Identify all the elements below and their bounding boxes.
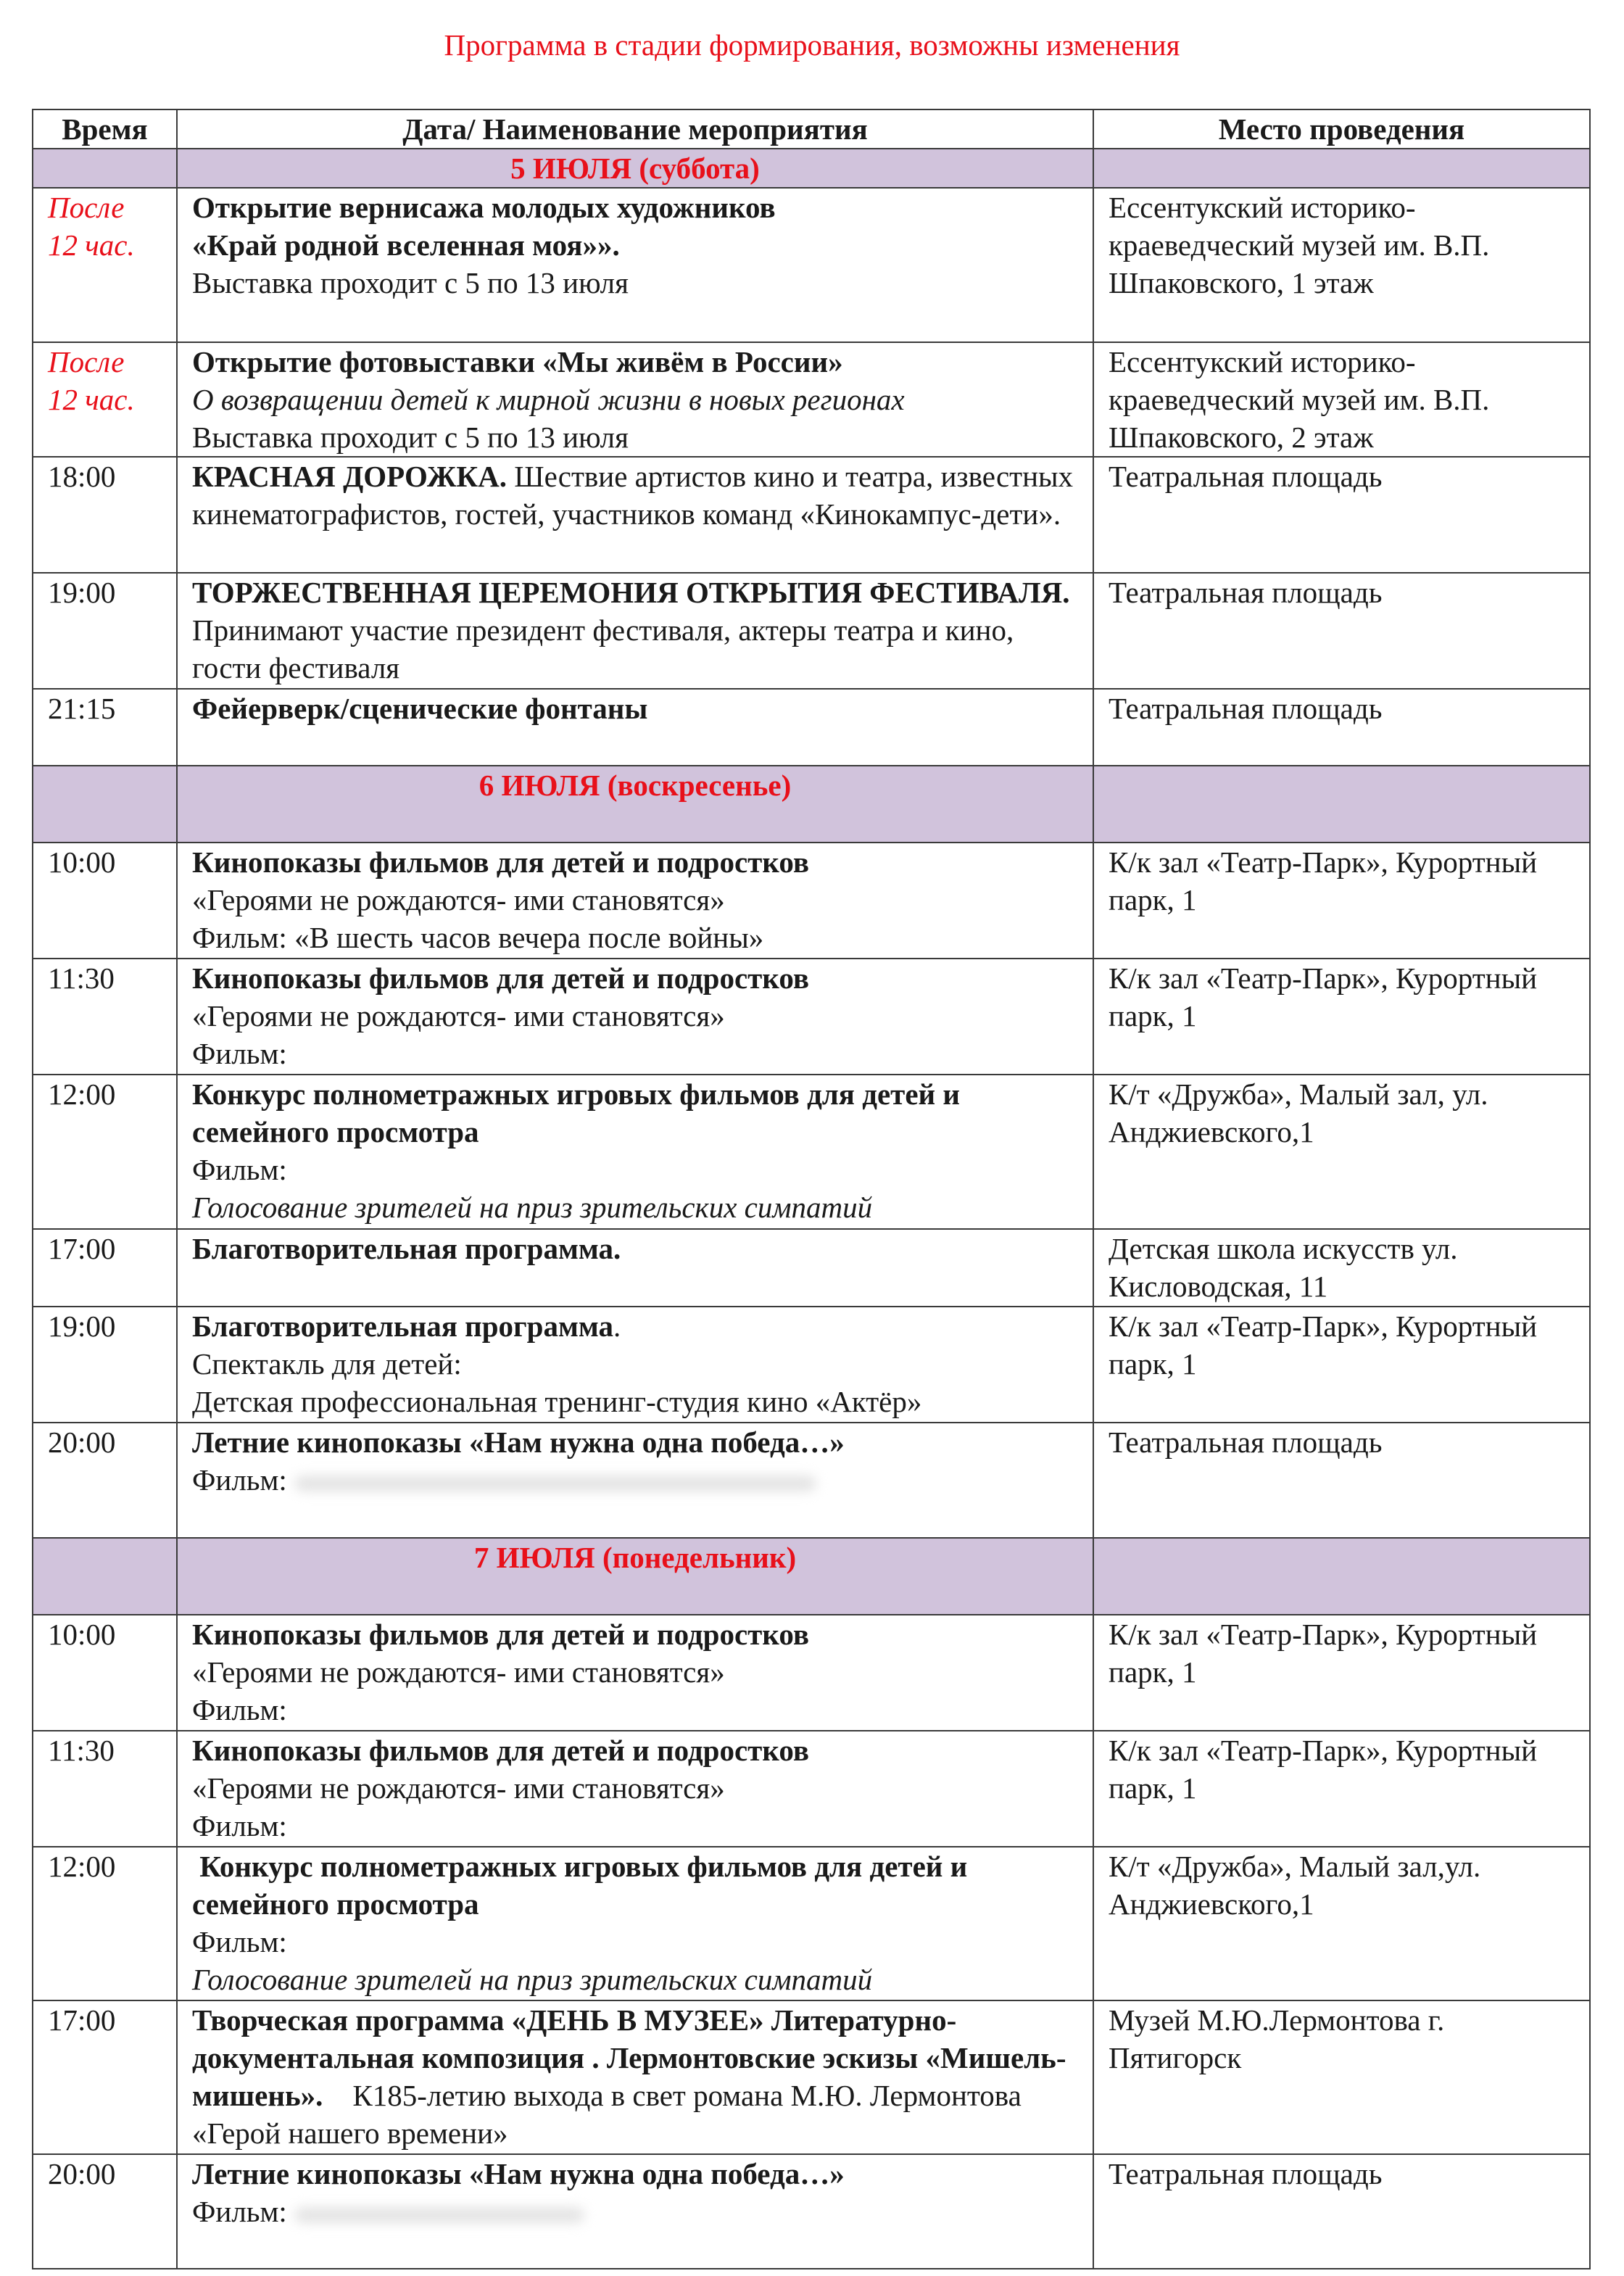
header-place: Место проведения <box>1093 109 1590 149</box>
event-time: 20:00 <box>33 1423 177 1538</box>
event-note: Фильм: <box>192 1153 287 1186</box>
event-time: 11:30 <box>33 959 177 1075</box>
redacted-text <box>294 2207 584 2223</box>
event-note: «Героями не рождаются- ими становятся» <box>192 883 725 916</box>
event-time: 17:00 <box>33 1229 177 1307</box>
event-title: Фейерверк/сценические фонтаны <box>192 692 648 725</box>
day-header-row <box>33 766 1590 843</box>
table-row <box>33 1423 1590 1538</box>
event-note: Фильм: <box>192 1037 287 1070</box>
event-title: Конкурс полнометражных игровых фильмов для детей и семейного просмотра <box>192 1850 975 1921</box>
event-place: К/к зал «Театр-Парк», Курортный парк, 1 <box>1093 1615 1590 1731</box>
event-place: К/т «Дружба», Малый зал, ул. Анджиевского,1 <box>1093 1075 1590 1229</box>
table-row <box>33 1847 1590 2000</box>
event-description <box>177 2154 1093 2269</box>
event-note: Принимают участие президент фестиваля, актеры театра и кино, гости фестиваля <box>192 613 1014 684</box>
event-title: Благотворительная программа. <box>192 1232 621 1265</box>
event-time: 19:00 <box>33 573 177 689</box>
table-row <box>33 1229 1590 1307</box>
event-note: Выставка проходит с 5 по 13 июля <box>192 266 629 299</box>
event-place: К/к зал «Театр-Парк», Курортный парк, 1 <box>1093 1307 1590 1423</box>
event-time: 17:00 <box>33 2000 177 2154</box>
header-time: Время <box>33 109 177 149</box>
event-place: К/к зал «Театр-Парк», Курортный парк, 1 <box>1093 1731 1590 1847</box>
event-note: «Героями не рождаются- ими становятся» <box>192 1655 725 1689</box>
event-note: «Героями не рождаются- ими становятся» <box>192 999 725 1033</box>
event-time: 18:00 <box>33 457 177 573</box>
event-time: 12:00 <box>33 1847 177 2000</box>
event-title: ТОРЖЕСТВЕННАЯ ЦЕРЕМОНИЯ ОТКРЫТИЯ ФЕСТИВАЛЯ. <box>192 576 1070 609</box>
event-place: Ессентукский историко-краеведческий музей им. В.П. Шпаковского, 2 этаж <box>1093 342 1590 457</box>
table-row <box>33 959 1590 1075</box>
event-title: Кинопоказы фильмов для детей и подростков <box>192 961 809 995</box>
event-time: 21:15 <box>33 689 177 766</box>
event-title: Кинопоказы фильмов для детей и подростков <box>192 1734 809 1767</box>
event-title: Летние кинопоказы «Нам нужна одна победа…» <box>192 2157 845 2190</box>
event-title: Благотворительная программа <box>192 1309 614 1343</box>
event-place: К/т «Дружба», Малый зал,ул. Анджиевского,1 <box>1093 1847 1590 2000</box>
day-title: 5 ИЮЛЯ (суббота) <box>510 152 760 185</box>
event-note: Детская профессиональная тренинг-студия кино «Актёр» <box>192 1385 922 1418</box>
table-row <box>33 2000 1590 2154</box>
event-note: Фильм: <box>192 1809 287 1842</box>
table-row <box>33 1615 1590 1731</box>
event-description <box>177 457 1093 573</box>
day-title: 6 ИЮЛЯ (воскресенье) <box>478 769 792 802</box>
event-place: Театральная площадь <box>1093 573 1590 689</box>
event-title: КРАСНАЯ ДОРОЖКА. <box>192 460 507 493</box>
table-row <box>33 689 1590 766</box>
table-row <box>33 1307 1590 1423</box>
event-note: Фильм: «В шесть часов вечера после войны» <box>192 921 764 954</box>
event-place: Ессентукский историко-краеведческий музей им. В.П. Шпаковского, 1 этаж <box>1093 188 1590 342</box>
event-place: Музей М.Ю.Лермонтова г. Пятигорск <box>1093 2000 1590 2154</box>
event-note: Фильм: <box>192 1925 287 1958</box>
event-place: К/к зал «Театр-Парк», Курортный парк, 1 <box>1093 843 1590 959</box>
event-note: Фильм: <box>192 1693 287 1726</box>
table-row <box>33 573 1590 689</box>
event-place: Детская школа искусств ул. Кисловодская, 11 <box>1093 1229 1590 1307</box>
table-row <box>33 188 1590 342</box>
event-description <box>177 1229 1093 1307</box>
event-time: 20:00 <box>33 2154 177 2269</box>
event-description <box>177 1615 1093 1731</box>
event-title: Летние кинопоказы «Нам нужна одна победа…» <box>192 1425 845 1459</box>
event-place: Театральная площадь <box>1093 457 1590 573</box>
event-description <box>177 188 1093 342</box>
event-place: Театральная площадь <box>1093 689 1590 766</box>
event-description: Благотворительная программа. Спектакль для детей: Детская профессиональная тренинг-студия кино «Актёр» <box>177 1307 1093 1423</box>
event-note: «Героями не рождаются- ими становятся» <box>192 1771 725 1805</box>
event-time: После 12 час. <box>33 188 177 342</box>
redacted-text <box>294 1476 816 1491</box>
event-note: О возвращении детей к мирной жизни в новых регионах <box>192 383 905 416</box>
event-description <box>177 342 1093 457</box>
event-description <box>177 1075 1093 1229</box>
event-place: К/к зал «Театр-Парк», Курортный парк, 1 <box>1093 959 1590 1075</box>
table-row <box>33 342 1590 457</box>
header-event: Дата/ Наименование мероприятия <box>177 109 1093 149</box>
event-description <box>177 573 1093 689</box>
table-row <box>33 843 1590 959</box>
event-title: Кинопоказы фильмов для детей и подростков <box>192 845 809 879</box>
event-title: Кинопоказы фильмов для детей и подростков <box>192 1618 809 1651</box>
event-description <box>177 843 1093 959</box>
event-description <box>177 1423 1093 1538</box>
table-row <box>33 1075 1590 1229</box>
event-time: 12:00 <box>33 1075 177 1229</box>
day-header-row <box>33 1538 1590 1615</box>
event-time: После 12 час. <box>33 342 177 457</box>
header-row <box>33 109 1590 149</box>
event-time: 10:00 <box>33 843 177 959</box>
event-time: 10:00 <box>33 1615 177 1731</box>
event-description <box>177 1731 1093 1847</box>
table-row <box>33 1731 1590 1847</box>
event-note: К185-летию выхода в свет романа М.Ю. Лермонтова «Герой нашего времени» <box>192 2079 1030 2150</box>
event-place: Театральная площадь <box>1093 2154 1590 2269</box>
event-note: Фильм: <box>192 2195 287 2228</box>
event-place: Театральная площадь <box>1093 1423 1590 1538</box>
schedule-table <box>32 109 1591 2269</box>
event-description <box>177 959 1093 1075</box>
table-row <box>33 2154 1590 2269</box>
event-time: 19:00 <box>33 1307 177 1423</box>
event-title: Открытие вернисажа молодых художников <box>192 191 776 224</box>
status-notice: Программа в стадии формирования, возможны изменения <box>444 28 1180 62</box>
day-title: 7 ИЮЛЯ (понедельник) <box>473 1541 797 1574</box>
event-title: «Край родной вселенная моя»». <box>192 228 620 262</box>
event-description <box>177 2000 1093 2154</box>
event-note: Спектакль для детей: <box>192 1347 462 1381</box>
event-title: Конкурс полнометражных игровых фильмов для детей и семейного просмотра <box>192 1077 961 1149</box>
event-description <box>177 1847 1093 2000</box>
event-note: Шествие артистов кино и театра, известных кинематографистов, гостей, участников команд «Кинокампус-дети». <box>192 460 1074 531</box>
event-title: Открытие фотовыставки «Мы живём в России» <box>192 345 843 378</box>
event-description <box>177 689 1093 766</box>
table-row <box>33 457 1590 573</box>
event-time: 11:30 <box>33 1731 177 1847</box>
event-note: Голосование зрителей на приз зрительских симпатий <box>192 1963 873 1996</box>
event-title: Творческая программа «ДЕНЬ В МУЗЕЕ» Литературно-документальная композиция . Лермонтовские эскизы «Мишель-мишень». <box>192 2003 1066 2112</box>
day-header-row <box>33 149 1590 188</box>
event-note: Фильм: <box>192 1463 287 1497</box>
event-note: Голосование зрителей на приз зрительских симпатий <box>192 1191 873 1224</box>
event-note: Выставка проходит с 5 по 13 июля <box>192 421 629 454</box>
